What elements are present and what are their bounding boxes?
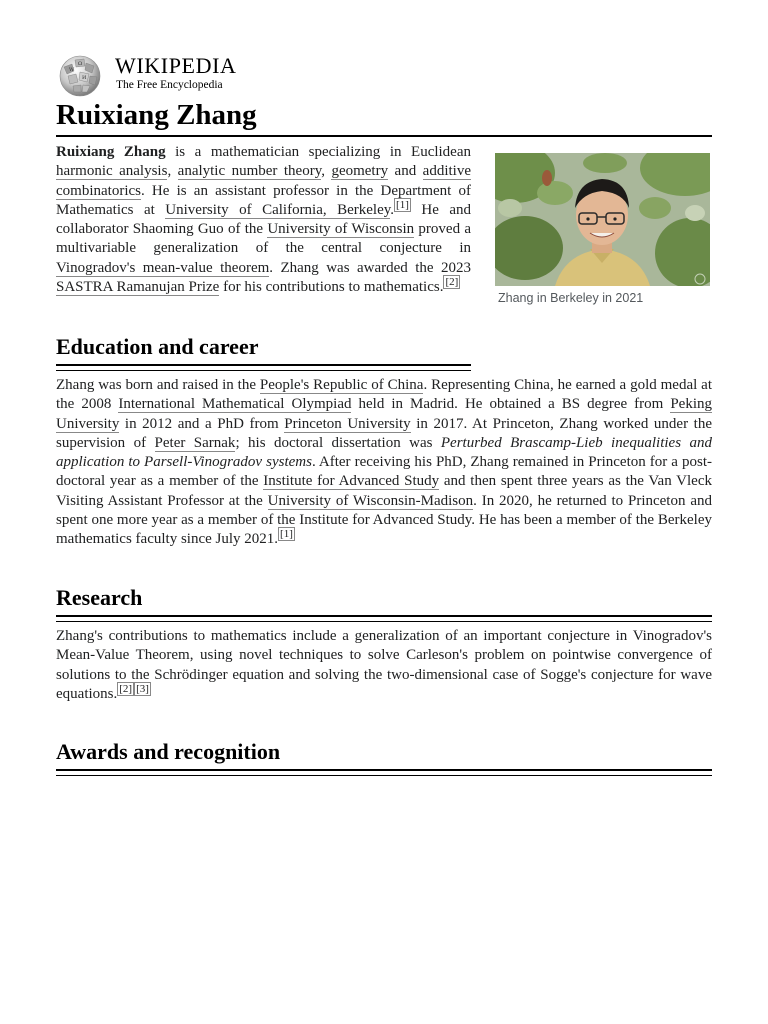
citation-link[interactable]: [3] bbox=[136, 682, 149, 695]
education-text: in 2012 and a PhD from bbox=[119, 415, 285, 432]
education-text: ; his doctoral dissertation was bbox=[235, 434, 441, 451]
infobox-figure bbox=[495, 153, 710, 306]
image-caption: Zhang in Berkeley in 2021 bbox=[498, 291, 644, 305]
intro-text: proved a multivariable generalization of the central conjecture in bbox=[56, 221, 471, 257]
link-imo[interactable]: International Mathematical Olympiad bbox=[118, 396, 352, 413]
page-title: Ruixiang Zhang bbox=[56, 96, 712, 137]
link-harmonic-analysis[interactable]: harmonic analysis bbox=[56, 163, 168, 180]
wikipedia-wordmark: WIKIPEDIA bbox=[115, 53, 237, 78]
link-peking-university[interactable]: Peking University bbox=[56, 396, 712, 432]
link-peoples-republic-of-china[interactable]: People's Republic of China bbox=[259, 377, 424, 393]
intro-text: . He is an assistant professor in the Department of Mathematics at bbox=[56, 182, 471, 218]
citation-link[interactable]: [2] bbox=[119, 682, 133, 695]
section-heading-research: Research bbox=[56, 584, 712, 617]
svg-text:W: W bbox=[69, 67, 75, 73]
link-geometry[interactable]: geometry bbox=[331, 163, 389, 180]
svg-text:Ω: Ω bbox=[78, 61, 83, 67]
wikipedia-globe-icon bbox=[56, 55, 104, 97]
citation-1[interactable] bbox=[278, 527, 295, 541]
link-peter-sarnak[interactable]: Peter Sarnak bbox=[154, 434, 236, 451]
link-uw-madison[interactable]: University of Wisconsin-Madison bbox=[267, 492, 474, 509]
link-vinogradov-theorem[interactable]: Vinogradov's mean-value theorem bbox=[56, 259, 270, 276]
intro-text: . bbox=[390, 201, 395, 218]
thesis-title: Perturbed Brascamp-Lieb inequalities and application to Parsell-Vinogradov systems bbox=[56, 434, 712, 471]
portrait-photo[interactable] bbox=[495, 153, 710, 286]
citation-3[interactable] bbox=[134, 682, 151, 696]
subject-name: Ruixiang Zhang bbox=[56, 144, 166, 160]
link-sastra-prize[interactable]: SASTRA Ramanujan Prize bbox=[56, 279, 220, 296]
intro-text: is a mathematician specializing in Euclidean bbox=[165, 144, 471, 160]
section-heading-awards: Awards and recognition bbox=[56, 738, 712, 771]
education-text: and then spent three years as the Van Vleck Visiting Assistant Professor at the bbox=[56, 473, 713, 509]
research-text: Zhang's contributions to mathematics include a generalization of an important conjecture in Vinogradov's Mean-Value Theorem, using novel techniques to solve Carleson's problem on pointwise convergence of solutions to the Schrödinger equation and solving the two-dimensional case of Sogge's conjecture for wave equations. bbox=[56, 628, 712, 702]
education-text: . Representing China, he earned a gold medal at the 2008 bbox=[56, 377, 713, 413]
education-paragraph bbox=[56, 376, 712, 550]
link-analytic-number-theory[interactable]: analytic number theory bbox=[177, 163, 322, 180]
citation-2[interactable] bbox=[443, 275, 460, 289]
education-text: in 2017. At Princeton, Zhang worked under the supervision of bbox=[56, 415, 712, 451]
education-text: . In 2020, he returned to Princeton and spent one more year as a member of the Institute for Advanced Study. He has been a member of the Berkeley mathematics faculty since July 2021. bbox=[56, 492, 712, 548]
research-paragraph bbox=[56, 627, 712, 704]
education-text: Zhang was born and raised in the bbox=[56, 377, 260, 393]
wikipedia-tagline: The Free Encyclopedia bbox=[116, 79, 223, 91]
intro-text: , bbox=[167, 163, 178, 180]
education-text: held in Madrid. He obtained a BS degree from bbox=[351, 396, 671, 413]
intro-text: He and collaborator Shaoming Guo of the bbox=[56, 201, 471, 238]
link-institute-for-advanced-study[interactable]: Institute for Advanced Study bbox=[263, 473, 440, 490]
link-princeton-university[interactable]: Princeton University bbox=[284, 415, 411, 432]
link-additive-combinatorics[interactable]: additive combinatorics bbox=[56, 163, 471, 199]
intro-text: . Zhang was awarded the 2023 bbox=[269, 259, 471, 276]
education-text: . After receiving his PhD, Zhang remained in Princeton for a post-doctoral year as a member of the bbox=[56, 454, 712, 490]
intro-text: for his contributions to mathematics. bbox=[219, 279, 444, 296]
intro-text: and bbox=[388, 163, 423, 180]
citation-link[interactable]: [1] bbox=[280, 528, 293, 541]
citation-link[interactable]: [1] bbox=[396, 198, 409, 211]
svg-text:И: И bbox=[82, 75, 87, 81]
citation-2[interactable] bbox=[117, 682, 134, 696]
wikipedia-logo[interactable] bbox=[56, 55, 256, 97]
citation-link[interactable]: [2] bbox=[445, 276, 459, 289]
link-university-of-wisconsin[interactable]: University of Wisconsin bbox=[267, 221, 415, 238]
intro-text: , bbox=[321, 163, 332, 180]
intro-paragraph bbox=[56, 143, 471, 297]
citation-1[interactable] bbox=[394, 198, 411, 212]
section-heading-education: Education and career bbox=[56, 333, 471, 366]
link-uc-berkeley[interactable]: University of California, Berkeley bbox=[165, 201, 391, 218]
